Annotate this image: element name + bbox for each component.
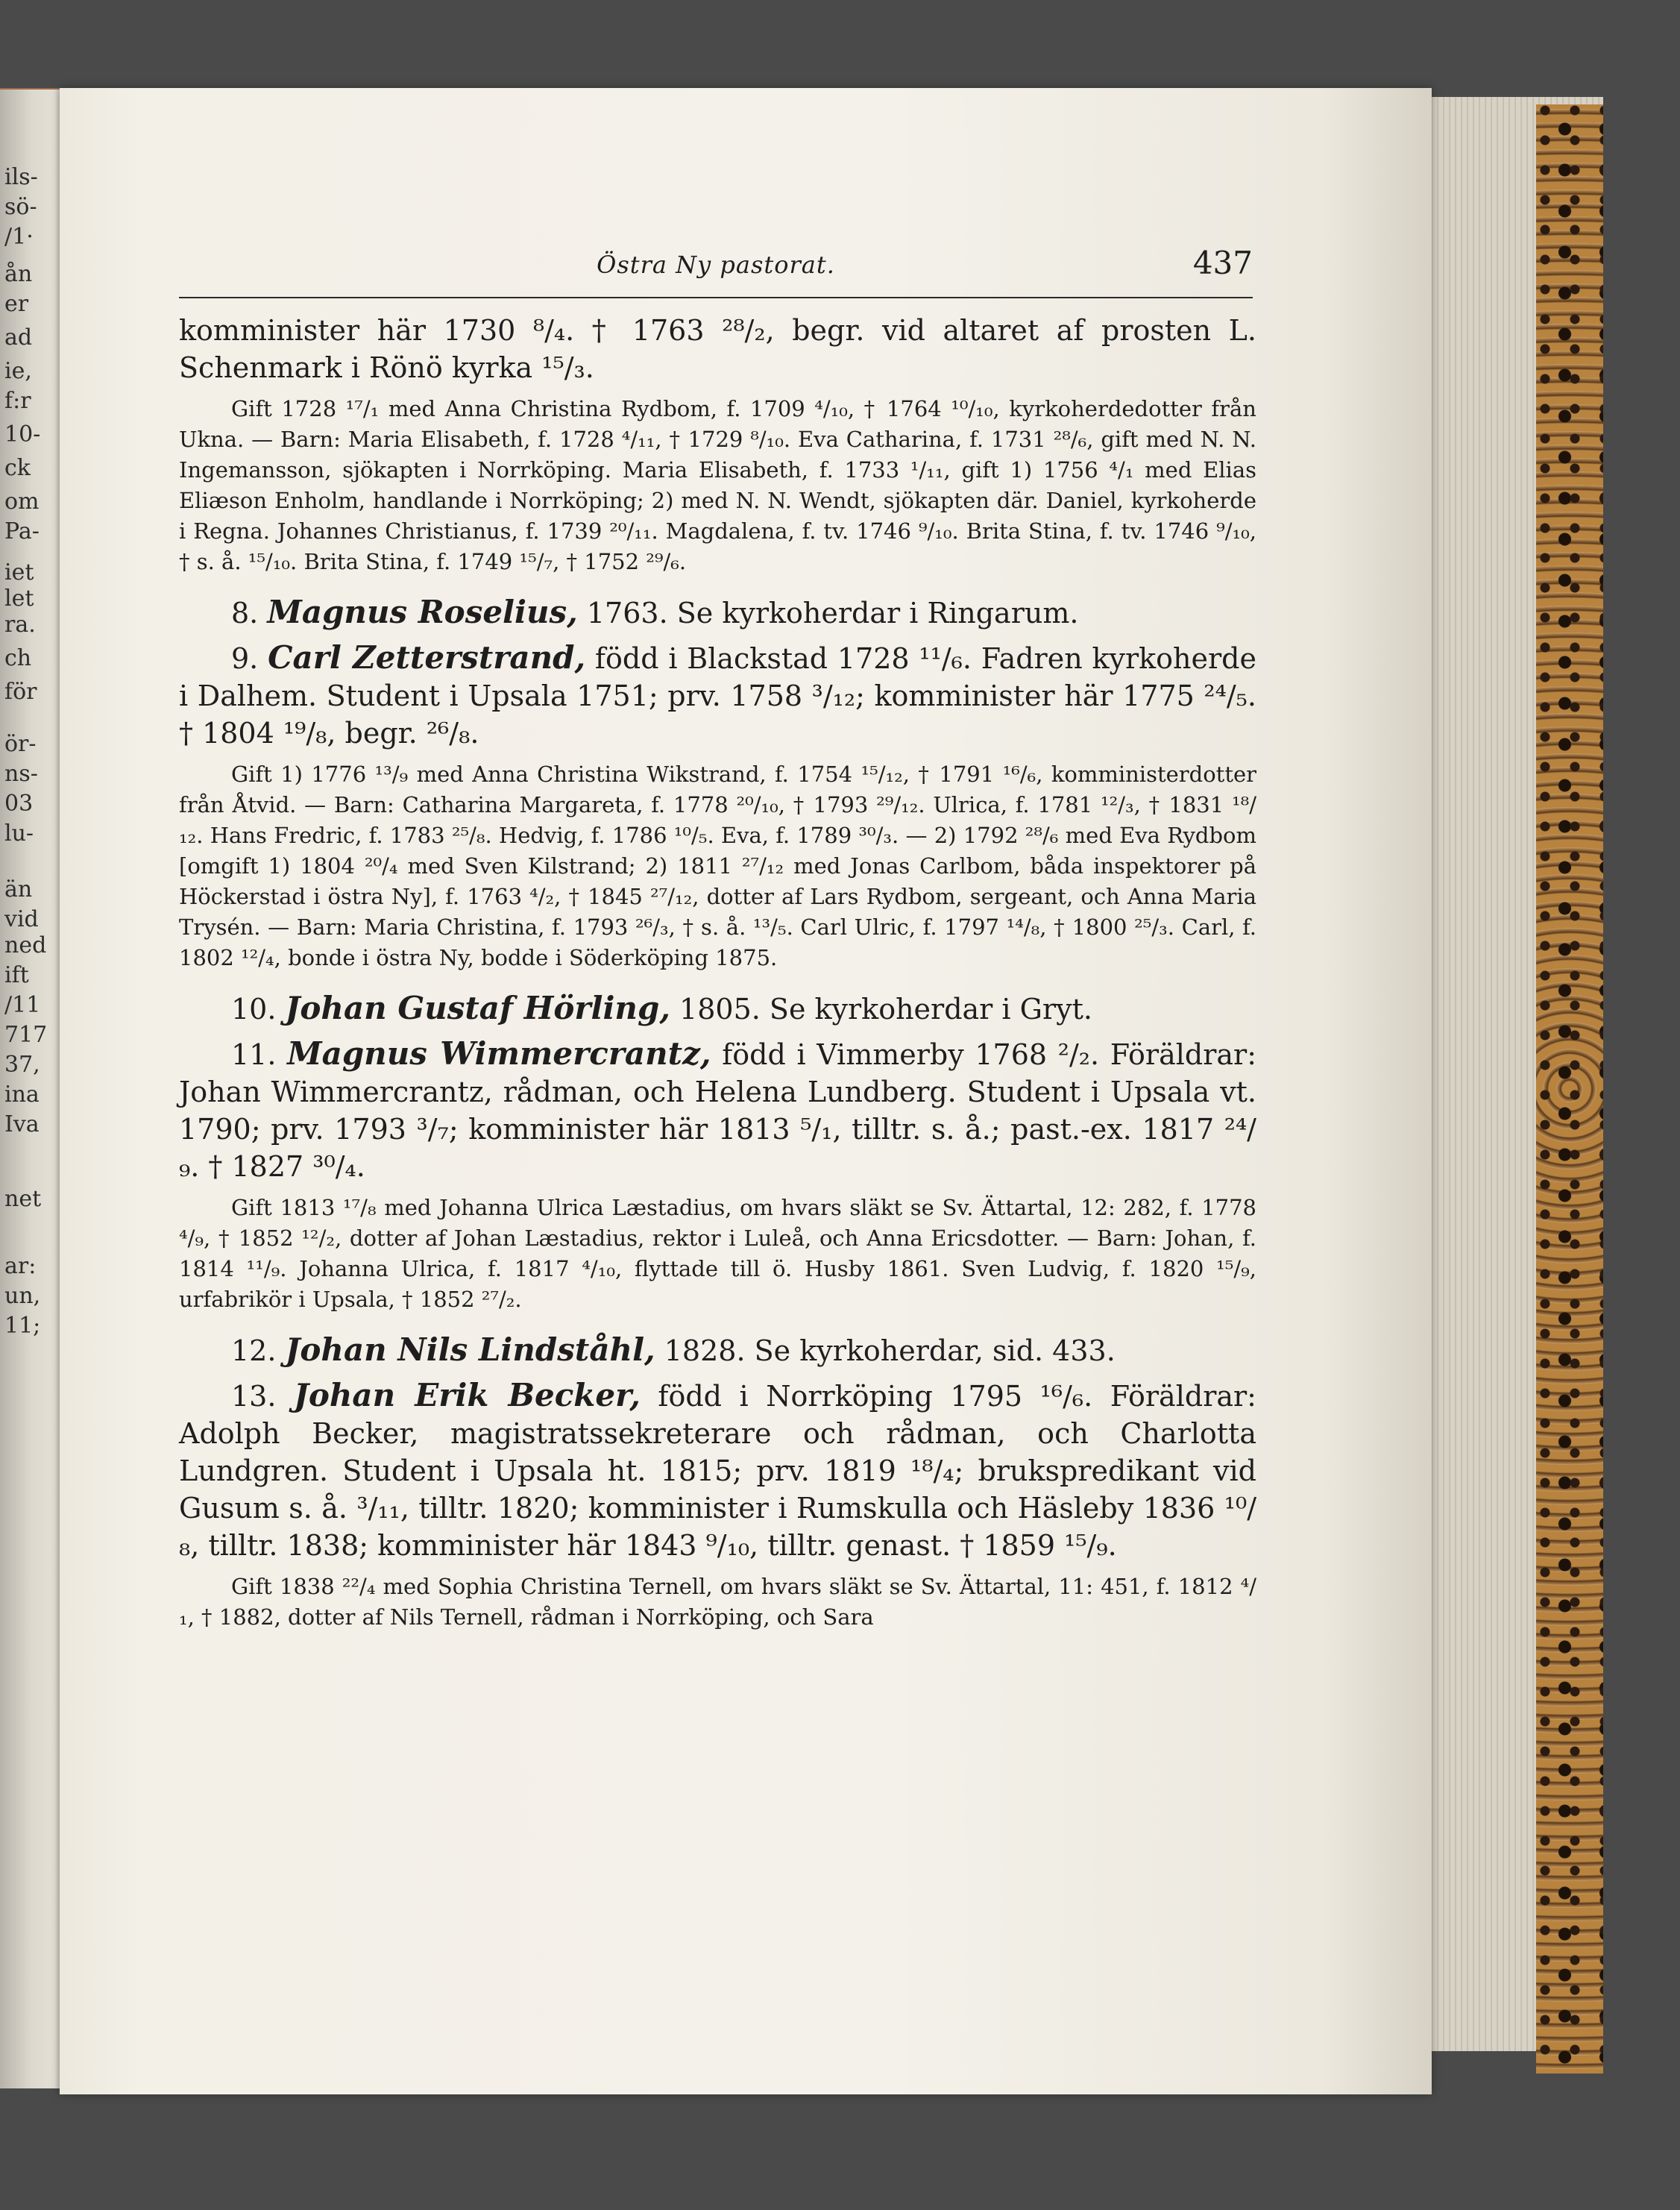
left-page-fragment: ad xyxy=(4,324,33,351)
page-number: 437 xyxy=(1192,245,1253,281)
entry-number: 13. xyxy=(231,1380,277,1413)
entry-name: Magnus Wimmercrantz, xyxy=(287,1035,711,1072)
entry-10 xyxy=(179,990,1256,1028)
left-page-fragment: ra. xyxy=(4,612,36,638)
left-page-fragment: för xyxy=(4,679,37,705)
entry-11 xyxy=(179,1035,1256,1185)
left-page-fragment: ch xyxy=(4,645,32,671)
entry-note: Gift 1728 ¹⁷/₁ med Anna Christina Rydbom, f. 1709 ⁴/₁₀, † 1764 ¹⁰/₁₀, kyrkoherdedotter från Ukna. — Barn: Maria Elisabeth, f. 1728 ⁴/₁₁, † 1729 ⁸/₁₀. Eva Catharina, f. 1731 ²⁸/₆, gift med N. N. Ingemansson, sjökapten i Norrköping. Maria Elisabeth, f. 1733 ¹/₁₁, gift 1) 1756 ⁴/₁ med Elias Eliæson Enholm, handlande i Norrköping; 2) med N. N. Wendt, sjökapten där. Daniel, kyrkoherde i Regna. Johannes Christianus, f. 1739 ²⁰/₁₁. Magdalena, f. tv. 1746 ⁹/₁₀. Brita Stina, f. tv. 1746 ⁹/₁₀, † s. å. ¹⁵/₁₀. Brita Stina, f. 1749 ¹⁵/₇, † 1752 ²⁹/₆. xyxy=(179,396,1256,574)
left-page-fragment: ns- xyxy=(4,761,38,787)
left-page-fragment: 10- xyxy=(4,421,41,448)
page-body xyxy=(179,312,1256,1649)
left-page-fragment: /11 xyxy=(4,992,41,1018)
left-page-fragment: 11; xyxy=(4,1313,41,1339)
left-page-fragment: iet xyxy=(4,559,34,586)
left-page-fragment: Pa- xyxy=(4,518,40,544)
left-page-fragment: /1· xyxy=(4,224,34,250)
left-page-fragment: vid xyxy=(4,906,39,932)
left-page-fragment: ar: xyxy=(4,1253,37,1279)
left-page-fragment: sö- xyxy=(4,194,37,220)
entry-note: Gift 1838 ²²/₄ med Sophia Christina Ternell, om hvars släkt se Sv. Ättartal, 11: 451, f. 1812 ⁴/₁, † 1882, dotter af Nils Ternell, rådman i Norrköping, och Sara xyxy=(179,1574,1256,1630)
left-page-fragment: lu- xyxy=(4,820,34,847)
entry-name: Johan Nils Lindståhl, xyxy=(285,1331,655,1368)
running-head: Östra Ny pastorat. xyxy=(597,251,835,279)
entry-main-text: 1763. Se kyrkoherdar i Ringarum. xyxy=(586,597,1079,630)
entry-12 xyxy=(179,1331,1256,1369)
entry-number: 11. xyxy=(231,1038,277,1071)
entry-main-text: född i Vimmerby 1768 ²/₂. Föräldrar: Johan Wimmercrantz, rådman, och Helena Lundberg. Student i Upsala vt. 1790; prv. 1793 ³/₇; komminister här 1813 ⁵/₁, tilltr. s. å.; past.-ex. 1817 ²⁴/₉. † 1827 ³⁰/₄. xyxy=(179,1038,1256,1183)
left-page-fragment: om xyxy=(4,489,40,515)
entry-name: Carl Zetterstrand, xyxy=(268,639,586,676)
left-page-fragment: Iva xyxy=(4,1111,40,1137)
entry-main-text: 1805. Se kyrkoherdar i Gryt. xyxy=(679,993,1092,1026)
left-page-fragment: f:r xyxy=(4,388,31,414)
left-page-fragment: ned xyxy=(4,932,47,958)
entry-main-text: komminister här 1730 ⁸/₄. † 1763 ²⁸/₂, begr. vid altaret af prosten L. Schenmark i Rönö kyrka ¹⁵/₃. xyxy=(179,314,1256,384)
entry-number: 8. xyxy=(231,597,259,630)
left-page-fragment: ör- xyxy=(4,731,37,757)
left-page-fragment: let xyxy=(4,586,34,612)
left-page-fragment: 717 xyxy=(4,1022,48,1048)
left-page-fragment: än xyxy=(4,876,33,902)
entry-name: Johan Erik Becker, xyxy=(293,1377,641,1413)
left-page-fragment: ina xyxy=(4,1082,40,1108)
entry-note: Gift 1813 ¹⁷/₈ med Johanna Ulrica Læstadius, om hvars släkt se Sv. Ättartal, 12: 282, f. 1778 ⁴/₉, † 1852 ¹²/₂, dotter af Johan Læstadius, rektor i Luleå, och Anna Ericsdotter. — Barn: Johan, f. 1814 ¹¹/₉. Johanna Ulrica, f. 1817 ⁴/₁₀, flyttade till ö. Husby 1861. Sven Ludvig, f. 1820 ¹⁵/₉, urfabrikör i Upsala, † 1852 ²⁷/₂. xyxy=(179,1195,1256,1312)
left-page-fragment: ils- xyxy=(4,164,38,190)
left-page-edge xyxy=(0,90,69,2088)
entry-name: Johan Gustaf Hörling, xyxy=(285,990,670,1026)
left-page-fragment: ån xyxy=(4,261,33,287)
entry-main-text: född i Blackstad 1728 ¹¹/₆. Fadren kyrkoherde i Dalhem. Student i Upsala 1751; prv. 1758 ³/₁₂; komminister här 1775 ²⁴/₅. † 1804 ¹⁹/₈, begr. ²⁶/₈. xyxy=(179,642,1256,750)
book-cover-marbled xyxy=(1536,104,1603,2074)
left-page-fragment: 03 xyxy=(4,791,34,817)
entry-main-text: född i Norrköping 1795 ¹⁶/₆. Föräldrar: Adolph Becker, magistratssekreterare och rådman, och Charlotta Lundgren. Student i Upsala ht. 1815; prv. 1819 ¹⁸/₄; brukspredikant vid Gusum s. å. ³/₁₁, tilltr. 1820; komminister i Rumskulla och Häsleby 1836 ¹⁰/₈, tilltr. 1838; komminister här 1843 ⁹/₁₀, tilltr. genast. † 1859 ¹⁵/₉. xyxy=(179,1380,1256,1562)
left-page-fragment: ie, xyxy=(4,358,32,384)
entry-name: Magnus Roselius, xyxy=(267,594,578,630)
page-header xyxy=(179,245,1253,298)
entry-number: 12. xyxy=(231,1334,277,1367)
entry-note: Gift 1) 1776 ¹³/₉ med Anna Christina Wikstrand, f. 1754 ¹⁵/₁₂, † 1791 ¹⁶/₆, komministerdotter från Åtvid. — Barn: Catharina Margareta, f. 1778 ²⁰/₁₀, † 1793 ²⁹/₁₂. Ulrica, f. 1781 ¹²/₃, † 1831 ¹⁸/₁₂. Hans Fredric, f. 1783 ²⁵/₈. Hedvig, f. 1786 ¹⁰/₅. Eva, f. 1789 ³⁰/₃. — 2) 1792 ²⁸/₆ med Eva Rydbom [omgift 1) 1804 ²⁰/₄ med Sven Kilstrand; 2) 1811 ²⁷/₁₂ med Jonas Carlbom, båda inspektorer på Höckerstad i östra Ny], f. 1763 ⁴/₂, † 1845 ²⁷/₁₂, dotter af Lars Rydbom, sergeant, och Anna Maria Trysén. — Barn: Maria Christina, f. 1793 ²⁶/₃, † s. å. ¹³/₅. Carl Ulric, f. 1797 ¹⁴/₈, † 1800 ²⁵/₃. Carl, f. 1802 ¹²/₄, bonde i östra Ny, bodde i Söderköping 1875. xyxy=(179,762,1256,970)
left-page-fragment: ck xyxy=(4,455,31,481)
entry-main-text: 1828. Se kyrkoherdar, sid. 433. xyxy=(664,1334,1116,1367)
entry-13 xyxy=(179,1377,1256,1564)
book-page xyxy=(60,88,1432,2094)
entry-9 xyxy=(179,639,1256,752)
left-page-fragment: net xyxy=(4,1186,42,1212)
left-page-fragment: er xyxy=(4,291,29,317)
left-page-fragment: ift xyxy=(4,962,29,988)
left-page-fragment: un, xyxy=(4,1283,41,1309)
entry-8 xyxy=(179,594,1256,632)
entry-number: 9. xyxy=(231,642,259,675)
entry-number: 10. xyxy=(231,993,277,1026)
left-page-fragment: 37, xyxy=(4,1052,40,1078)
